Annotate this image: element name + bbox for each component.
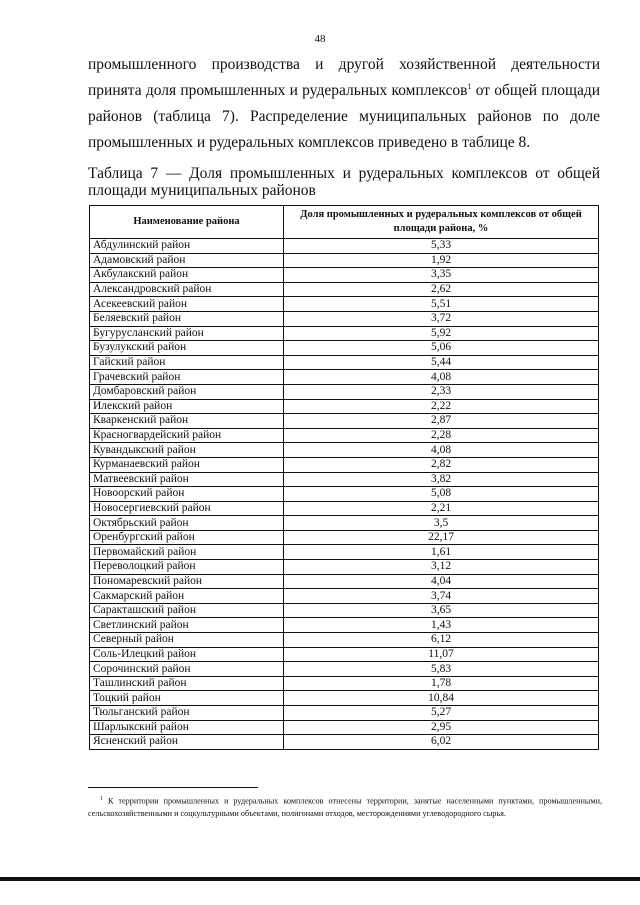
district-name-cell: Сакмарский район — [90, 589, 284, 604]
district-name-cell: Ташлинский район — [90, 676, 284, 691]
share-value-cell: 2,62 — [284, 282, 599, 297]
share-value-cell: 1,43 — [284, 618, 599, 633]
district-name-cell: Илекский район — [90, 399, 284, 414]
table-row — [90, 457, 599, 472]
table-row — [90, 574, 599, 589]
table-caption: Таблица 7 — Доля промышленных и рудеральных комплексов от общей площади муниципальных районов — [88, 165, 600, 199]
district-name-cell: Домбаровский район — [90, 384, 284, 399]
district-name-cell: Северный район — [90, 633, 284, 648]
table-row — [90, 720, 599, 735]
district-name-cell: Гайский район — [90, 355, 284, 370]
district-name-cell: Тюльганский район — [90, 706, 284, 721]
table-row — [90, 530, 599, 545]
share-value-cell: 4,08 — [284, 443, 599, 458]
share-value-cell: 2,95 — [284, 720, 599, 735]
table-row — [90, 501, 599, 516]
share-value-cell: 1,92 — [284, 253, 599, 268]
header-share-percent: Доля промышленных и рудеральных комплексов от общей площади района, % — [284, 206, 599, 239]
table-row — [90, 268, 599, 283]
district-name-cell: Светлинский район — [90, 618, 284, 633]
table-row — [90, 472, 599, 487]
table-row — [90, 253, 599, 268]
district-name-cell: Новосергиевский район — [90, 501, 284, 516]
share-value-cell: 11,07 — [284, 647, 599, 662]
intro-text-before: промышленного производства и другой хозяйственной деятельности принята доля промышленных и рудеральных комплексов — [88, 56, 600, 99]
table-row — [90, 239, 599, 254]
table-row — [90, 414, 599, 429]
district-name-cell: Беляевский район — [90, 311, 284, 326]
table-row — [90, 311, 599, 326]
share-value-cell: 2,28 — [284, 428, 599, 443]
share-value-cell: 5,83 — [284, 662, 599, 677]
footnote — [88, 793, 602, 820]
page-bottom-rule — [0, 877, 640, 881]
share-value-cell: 5,06 — [284, 341, 599, 356]
share-value-cell: 4,04 — [284, 574, 599, 589]
table-row — [90, 370, 599, 385]
header-district-name: Наименование района — [90, 206, 284, 239]
table-row — [90, 560, 599, 575]
district-name-cell: Курманаевский район — [90, 457, 284, 472]
district-name-cell: Октябрьский район — [90, 516, 284, 531]
share-value-cell: 22,17 — [284, 530, 599, 545]
district-name-cell: Акбулакский район — [90, 268, 284, 283]
table-row — [90, 735, 599, 750]
share-value-cell: 2,22 — [284, 399, 599, 414]
intro-paragraph — [88, 52, 600, 156]
district-name-cell: Пономаревский район — [90, 574, 284, 589]
district-name-cell: Тоцкий район — [90, 691, 284, 706]
district-name-cell: Кувандыкский район — [90, 443, 284, 458]
footnote-mark: 1 — [100, 796, 103, 802]
share-value-cell: 3,82 — [284, 472, 599, 487]
table-header-row — [90, 206, 599, 239]
share-value-cell: 5,44 — [284, 355, 599, 370]
share-value-cell: 6,02 — [284, 735, 599, 750]
share-value-cell: 1,61 — [284, 545, 599, 560]
table-row — [90, 443, 599, 458]
share-value-cell: 4,08 — [284, 370, 599, 385]
share-value-cell: 1,78 — [284, 676, 599, 691]
table-body — [90, 239, 599, 750]
district-name-cell: Красногвардейский район — [90, 428, 284, 443]
district-name-cell: Переволоцкий район — [90, 560, 284, 575]
share-value-cell: 10,84 — [284, 691, 599, 706]
table-row — [90, 487, 599, 502]
table-row — [90, 706, 599, 721]
district-name-cell: Бугурусланский район — [90, 326, 284, 341]
share-value-cell: 2,82 — [284, 457, 599, 472]
table-row — [90, 326, 599, 341]
district-name-cell: Саракташский район — [90, 603, 284, 618]
table-row — [90, 341, 599, 356]
district-name-cell: Оренбургский район — [90, 530, 284, 545]
district-name-cell: Сорочинский район — [90, 662, 284, 677]
table-row — [90, 355, 599, 370]
table-row — [90, 633, 599, 648]
share-value-cell: 3,72 — [284, 311, 599, 326]
footnote-text: К территории промышленных и рудеральных комплексов отнесены территории, занятые населенными пунктами, промышленными, сельскохозяйственными и соцкультурными объектами, полигонами отходов, месторождениями углеводородного сырья. — [88, 796, 602, 818]
district-name-cell: Асекеевский район — [90, 297, 284, 312]
table-row — [90, 282, 599, 297]
district-name-cell: Абдулинский район — [90, 239, 284, 254]
district-name-cell: Бузулукский район — [90, 341, 284, 356]
page-number: 48 — [314, 33, 326, 45]
share-value-cell: 5,27 — [284, 706, 599, 721]
share-value-cell: 5,33 — [284, 239, 599, 254]
table-row — [90, 618, 599, 633]
table-row — [90, 399, 599, 414]
share-value-cell: 2,33 — [284, 384, 599, 399]
share-value-cell: 3,12 — [284, 560, 599, 575]
district-share-table — [89, 205, 599, 750]
table-row — [90, 428, 599, 443]
share-value-cell: 5,08 — [284, 487, 599, 502]
share-value-cell: 5,51 — [284, 297, 599, 312]
share-value-cell: 3,65 — [284, 603, 599, 618]
footnote-reference[interactable]: 1 — [467, 81, 472, 91]
table-row — [90, 691, 599, 706]
table-row — [90, 662, 599, 677]
share-value-cell: 3,74 — [284, 589, 599, 604]
footnote-divider — [88, 787, 258, 788]
district-name-cell: Ясненский район — [90, 735, 284, 750]
table-row — [90, 603, 599, 618]
district-name-cell: Кваркенский район — [90, 414, 284, 429]
district-name-cell: Адамовский район — [90, 253, 284, 268]
share-value-cell: 3,35 — [284, 268, 599, 283]
share-value-cell: 6,12 — [284, 633, 599, 648]
district-name-cell: Грачевский район — [90, 370, 284, 385]
district-name-cell: Шарлыкский район — [90, 720, 284, 735]
table-row — [90, 384, 599, 399]
share-value-cell: 5,92 — [284, 326, 599, 341]
district-name-cell: Первомайский район — [90, 545, 284, 560]
district-name-cell: Матвеевский район — [90, 472, 284, 487]
intro-text-after: от общей площади районов (таблица 7). Распределение муниципальных районов по доле промышленных и рудеральных комплексов приведено в таблице 8. — [88, 82, 600, 151]
table-row — [90, 676, 599, 691]
table-row — [90, 647, 599, 662]
district-name-cell: Новоорский район — [90, 487, 284, 502]
district-name-cell: Соль-Илецкий район — [90, 647, 284, 662]
district-name-cell: Александровский район — [90, 282, 284, 297]
table-row — [90, 516, 599, 531]
table-row — [90, 545, 599, 560]
share-value-cell: 2,87 — [284, 414, 599, 429]
table-row — [90, 297, 599, 312]
share-value-cell: 2,21 — [284, 501, 599, 516]
table-row — [90, 589, 599, 604]
share-value-cell: 3,5 — [284, 516, 599, 531]
